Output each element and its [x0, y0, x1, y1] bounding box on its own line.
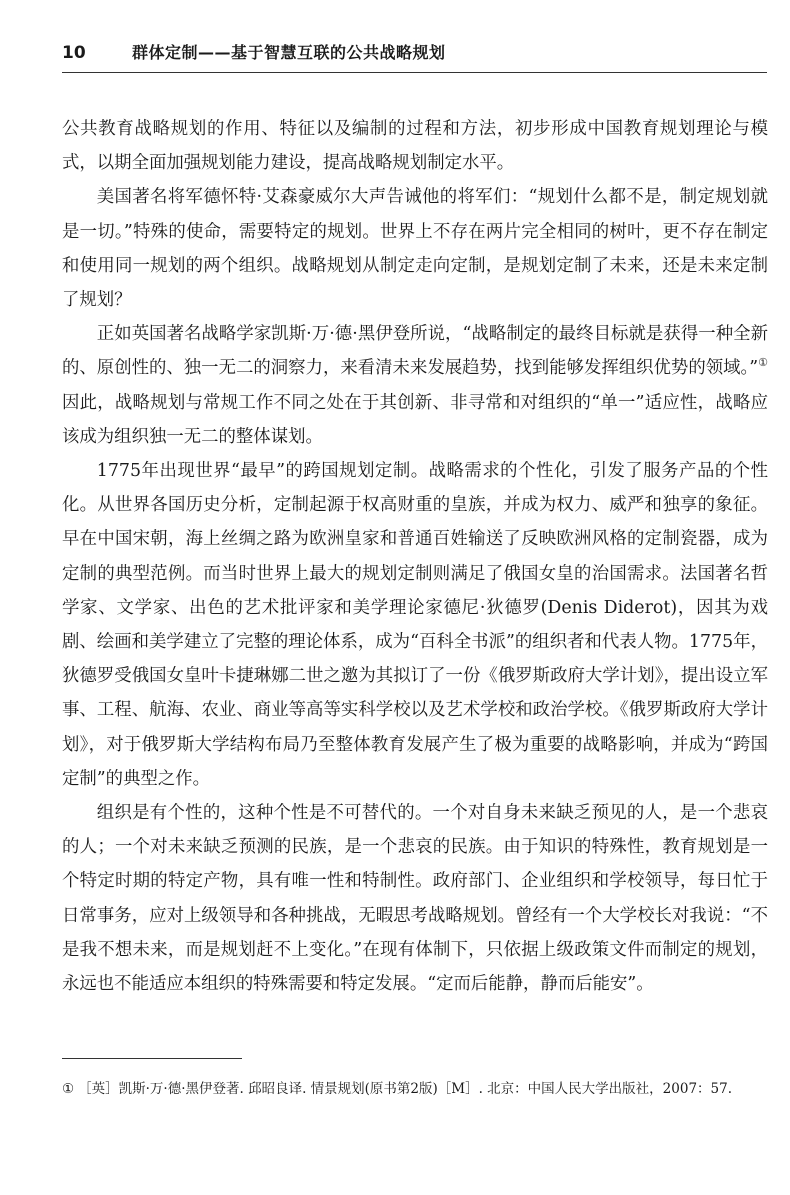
paragraph [62, 180, 768, 317]
paragraph [62, 317, 768, 454]
running-title: 群体定制——基于智慧互联的公共战略规划 [132, 43, 446, 62]
header-divider [62, 72, 767, 73]
footnote [62, 1076, 768, 1103]
paragraph-text: 因此，战略规划与常规工作不同之处在于其创新、非寻常和对组织的“单一”适应性，战略应该成为组织独一无二的整体谋划。 [62, 392, 768, 447]
paragraph-text: 组织是有个性的，这种个性是不可替代的。一个对自身未来缺乏预见的人，是一个悲哀的人；一个对未来缺乏预测的民族，是一个悲哀的民族。由于知识的特殊性，教育规划是一个特定时期的特定产物，具有唯一性和特制性。政府部门、企业组织和学校领导，每日忙于日常事务，应对上级领导和各种挑战，无暇思考战略规划。曾经有一个大学校长对我说：“不是我不想未来，而是规划赶不上变化。”在现有体制下，只依据上级政策文件而制定的规划，永远也不能适应本组织的特殊需要和特定发展。“定而后能静，静而后能安”。 [62, 803, 768, 995]
footnote-reference[interactable]: ① [758, 356, 768, 370]
paragraph-text: 公共教育战略规划的作用、特征以及编制的过程和方法，初步形成中国教育规划理论与模式，以期全面加强规划能力建设，提高战略规划制定水平。 [62, 119, 768, 174]
footnote-divider [62, 1058, 242, 1059]
body-text [62, 112, 768, 1001]
page-number: 10 [62, 43, 86, 63]
paragraph [62, 112, 768, 180]
page-header [62, 42, 762, 72]
paragraph-text: 美国著名将军德怀特·艾森豪威尔大声告诫他的将军们：“规划什么都不是，制定规划就是一切。”特殊的使命，需要特定的规划。世界上不存在两片完全相同的树叶，更不存在制定和使用同一规划的两个组织。战略规划从制定走向定制，是规划定制了未来，还是未来定制了规划？ [62, 187, 768, 311]
footnote-text: ［英］凯斯·万·德·黑伊登著. 邱昭良译. 情景规划(原书第2版)［M］. 北京：中国人民大学出版社，2007：57. [78, 1081, 733, 1097]
paragraph-text: 1775年出现世界“最早”的跨国规划定制。战略需求的个性化，引发了服务产品的个性化。从世界各国历史分析，定制起源于权高财重的皇族，并成为权力、威严和独享的象征。早在中国宋朝，海上丝绸之路为欧洲皇家和普通百姓输送了反映欧洲风格的定制瓷器，成为定制的典型范例。而当时世界上最大的规划定制则满足了俄国女皇的治国需求。法国著名哲学家、文学家、出色的艺术批评家和美学理论家德尼·狄德罗(Denis Diderot)，因其为戏剧、绘画和美学建立了完整的理论体系，成为“百科全书派”的组织者和代表人物。1775年，狄德罗受俄国女皇叶卡捷琳娜二世之邀为其拟订了一份《俄罗斯政府大学计划》，提出设立军事、工程、航海、农业、商业等高等实科学校以及艺术学校和政治学校。《俄罗斯政府大学计划》，对于俄罗斯大学结构布局乃至整体教育发展产生了极为重要的战略影响，并成为“跨国定制”的典型之作。 [62, 461, 768, 789]
paragraph [62, 796, 768, 1001]
paragraph [62, 454, 768, 796]
paragraph-text: 正如英国著名战略学家凯斯·万·德·黑伊登所说，“战略制定的最终目标就是获得一种全新的、原创性的、独一无二的洞察力，来看清未来发展趋势，找到能够发挥组织优势的领域。” [62, 324, 768, 379]
footnote-marker: ① [62, 1081, 75, 1097]
